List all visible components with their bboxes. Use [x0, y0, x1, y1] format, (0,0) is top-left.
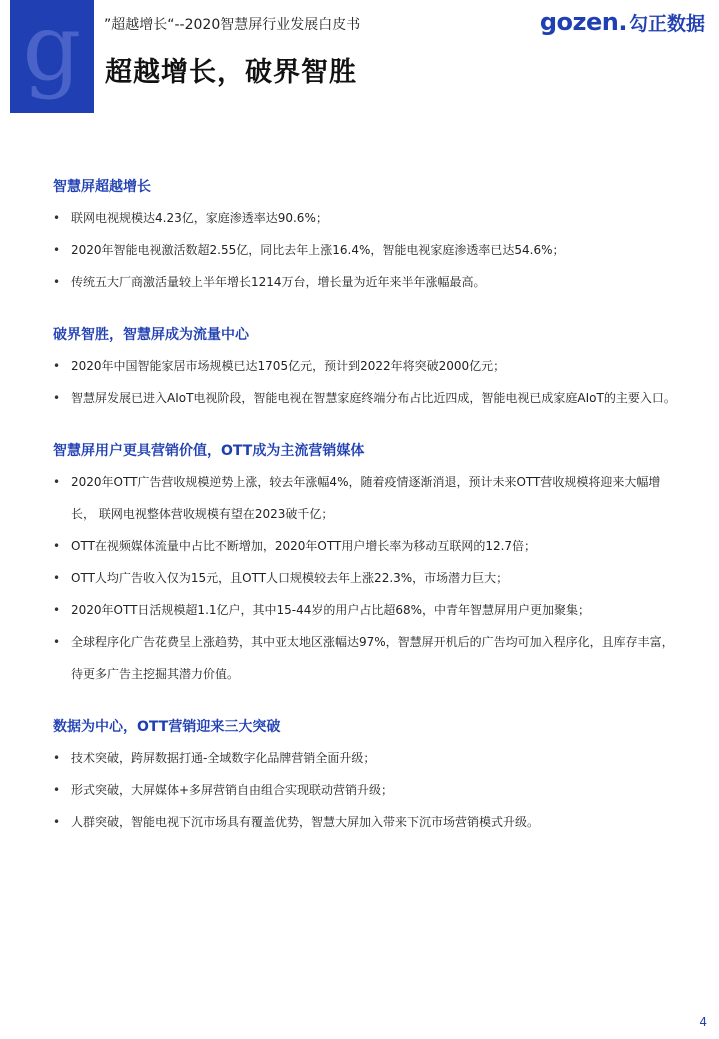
list-item: • 2020年OTT广告营收规模逆势上涨，较去年涨幅4%，随着疫情逐渐消退，预计未来OTT营收规模将迎来大幅增长， 联网电视整体营收规模有望在2023破千亿； — [53, 466, 678, 530]
list-item: • 联网电视规模达4.23亿，家庭渗透率达90.6%； — [53, 202, 678, 234]
content-area — [53, 176, 678, 838]
list-item: • OTT在视频媒体流量中占比不断增加，2020年OTT用户增长率为移动互联网的12.7倍； — [53, 530, 678, 562]
brand-name-cn: 勾正数据 — [628, 13, 705, 35]
logo-letter: g — [22, 0, 82, 101]
page-number: 4 — [699, 1015, 707, 1029]
section-heading: 数据为中心，OTT营销迎来三大突破 — [53, 719, 281, 735]
section-heading: 破界智胜，智慧屏成为流量中心 — [53, 327, 249, 343]
list-item: • 形式突破，大屏媒体+多屏营销自由组合实现联动营销升级； — [53, 774, 678, 806]
list-item: • 2020年中国智能家居市场规模已达1705亿元，预计到2022年将突破2000亿元； — [53, 350, 678, 382]
bullet-list — [53, 742, 678, 838]
list-item: • 全球程序化广告花费呈上涨趋势，其中亚太地区涨幅达97%，智慧屏开机后的广告均可加入程序化，且库存丰富，待更多广告主挖掘其潜力价值。 — [53, 626, 678, 690]
list-item: • 2020年OTT日活规模超1.1亿户，其中15-44岁的用户占比超68%，中青年智慧屏用户更加聚集； — [53, 594, 678, 626]
list-item: • 2020年智能电视激活数超2.55亿，同比去年上涨16.4%，智能电视家庭渗透率已达54.6%； — [53, 234, 678, 266]
brand-name-en: gozen. — [539, 8, 627, 36]
bullet-list — [53, 466, 678, 690]
list-item: • OTT人均广告收入仅为15元，且OTT人口规模较去年上涨22.3%，市场潜力巨大； — [53, 562, 678, 594]
list-item: • 传统五大厂商激活量较上半年增长1214万台，增长量为近年来半年涨幅最高。 — [53, 266, 678, 298]
section-heading: 智慧屏超越增长 — [53, 179, 151, 195]
list-item: • 智慧屏发展已进入AIoT电视阶段，智能电视在智慧家庭终端分布占比近四成，智能电视已成家庭AIoT的主要入口。 — [53, 382, 678, 414]
document-subtitle: ”超越增长“--2020智慧屏行业发展白皮书 — [104, 17, 361, 33]
publisher-logo — [10, 0, 94, 113]
page-title: 超越增长，破界智胜 — [105, 57, 357, 88]
section-marketing-value — [53, 440, 678, 690]
section-growth — [53, 176, 678, 298]
section-breakthroughs — [53, 716, 678, 838]
section-traffic-center — [53, 324, 678, 414]
list-item: • 人群突破，智能电视下沉市场具有覆盖优势，智慧大屏加入带来下沉市场营销模式升级。 — [53, 806, 678, 838]
list-item: • 技术突破，跨屏数据打通-全域数字化品牌营销全面升级； — [53, 742, 678, 774]
brand-logo — [540, 8, 705, 36]
section-heading: 智慧屏用户更具营销价值，OTT成为主流营销媒体 — [53, 443, 365, 459]
bullet-list — [53, 350, 678, 414]
bullet-list — [53, 202, 678, 298]
